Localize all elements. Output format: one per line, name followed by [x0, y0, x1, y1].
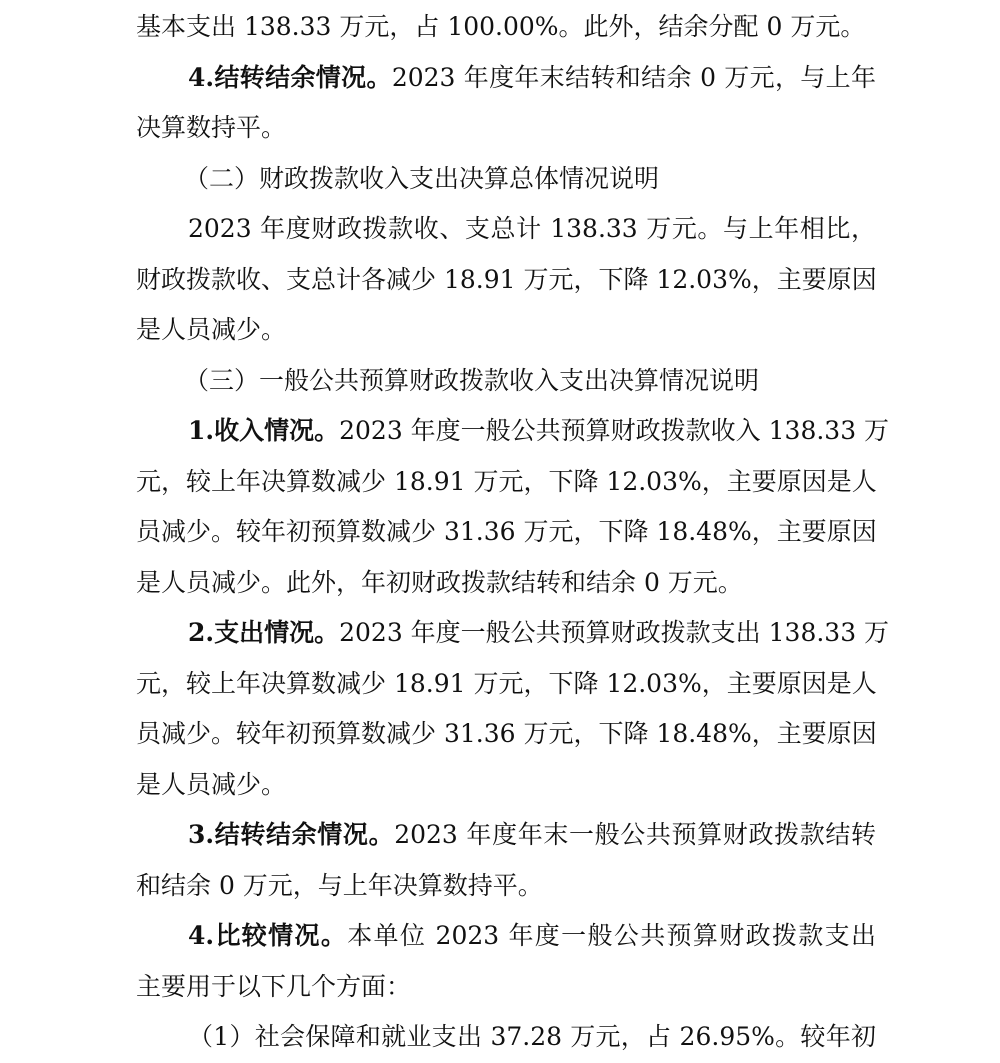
text-line: 和结余 0 万元，与上年决算数持平。	[136, 870, 543, 900]
text-line: 元，较上年决算数减少 18.91 万元，下降 12.03%，主要原因是人	[136, 466, 877, 496]
text-line: 元，较上年决算数减少 18.91 万元，下降 12.03%，主要原因是人	[136, 668, 877, 698]
document-page	[136, 0, 890, 1063]
text-line: 是人员减少。	[136, 769, 287, 799]
paragraph-heading-line: 1.收入情况。2023 年度一般公共预算财政拨款收入 138.33 万	[188, 416, 890, 445]
text-line: 是人员减少。此外，年初财政拨款结转和结余 0 万元。	[136, 567, 743, 597]
list-item-line: （1）社会保障和就业支出 37.28 万元，占 26.95%。较年初	[188, 1022, 876, 1051]
section-heading: （三）一般公共预算财政拨款收入支出决算情况说明	[184, 365, 760, 395]
text-line: 决算数持平。	[136, 113, 287, 142]
text-line: 2023 年度财政拨款收、支总计 138.33 万元。与上年相比，	[188, 214, 876, 243]
text-line: 员减少。较年初预算数减少 31.36 万元，下降 18.48%，主要原因	[136, 719, 877, 748]
text-line: 员减少。较年初预算数减少 31.36 万元，下降 18.48%，主要原因	[136, 517, 877, 546]
text-line: 主要用于以下几个方面：	[136, 971, 412, 1001]
text-line: 财政拨款收、支总计各减少 18.91 万元，下降 12.03%，主要原因	[136, 264, 877, 294]
paragraph-heading-line: 4.结转结余情况。2023 年度年末结转和结余 0 万元，与上年	[188, 62, 876, 92]
paragraph-heading-line: 2.支出情况。2023 年度一般公共预算财政拨款支出 138.33 万	[188, 618, 890, 647]
text-line: 基本支出 138.33 万元，占 100.00%。此外，结余分配 0 万元。	[136, 12, 866, 41]
section-heading: （二）财政拨款收入支出决算总体情况说明	[184, 163, 660, 193]
paragraph-heading-line: 3.结转结余情况。2023 年度年末一般公共预算财政拨款结转	[188, 820, 876, 849]
text-line: 是人员减少。	[136, 315, 287, 344]
paragraph-heading-line: 4.比较情况。本单位 2023 年度一般公共预算财政拨款支出	[188, 921, 876, 950]
